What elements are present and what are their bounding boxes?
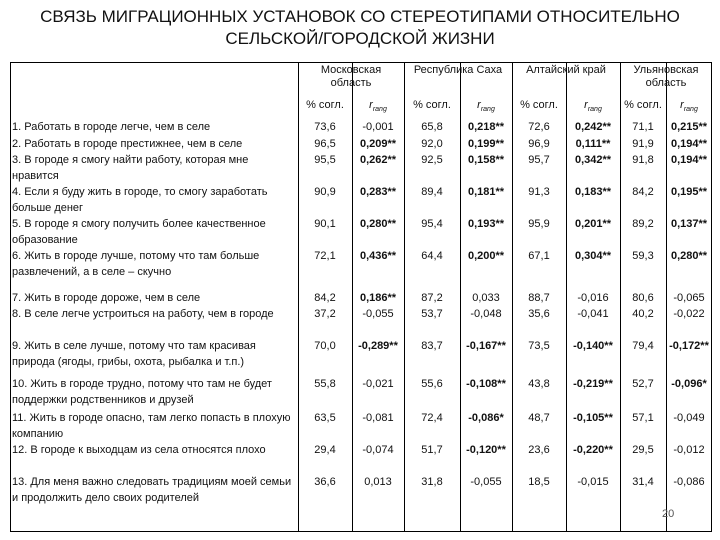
region-header bbox=[404, 64, 512, 90]
correlation-cell: 0,181** bbox=[467, 186, 505, 198]
r-rang-header bbox=[352, 99, 404, 116]
title-line-2: СЕЛЬСКОЙ/ГОРОДСКОЙ ЖИЗНИ bbox=[225, 29, 495, 48]
pct-agree-cell: 95,5 bbox=[314, 154, 336, 166]
correlation-cell: -0,220** bbox=[573, 444, 613, 456]
correlation-cell: -0,120** bbox=[466, 444, 506, 456]
row-label: 1. Работать в городе легче, чем в селе bbox=[12, 121, 211, 133]
pct-agree-cell: 52,7 bbox=[632, 378, 654, 390]
region-name-line-2 bbox=[404, 77, 512, 90]
pct-agree-cell: 96,9 bbox=[528, 138, 550, 150]
correlation-cell: -0,140** bbox=[573, 340, 613, 352]
pct-agree-cell: 88,7 bbox=[528, 292, 550, 304]
correlation-cell: -0,167** bbox=[466, 340, 506, 352]
table-top-border bbox=[10, 62, 712, 63]
row-label: 5. В городе я смогу получить более качественное образование bbox=[12, 218, 266, 246]
correlation-cell: -0,289** bbox=[358, 340, 398, 352]
pct-agree-cell: 43,8 bbox=[528, 378, 550, 390]
rang-subscript: rang bbox=[587, 106, 602, 114]
correlation-cell: 0,200** bbox=[467, 250, 505, 262]
correlation-cell: -0,049 bbox=[673, 412, 705, 424]
correlation-cell: 0,218** bbox=[467, 121, 505, 133]
region-name-line-2: область bbox=[330, 77, 372, 89]
pct-agree-cell: 71,1 bbox=[632, 121, 654, 133]
pct-agree-cell: 67,1 bbox=[528, 250, 550, 262]
row-label: 4. Если я буду жить в городе, то смогу заработать больше денег bbox=[12, 186, 268, 214]
correlation-cell: 0,342** bbox=[574, 154, 612, 166]
pct-agree-cell: 37,2 bbox=[314, 308, 336, 320]
correlation-cell: 0,201** bbox=[574, 218, 612, 230]
title-line-1: СВЯЗЬ МИГРАЦИОННЫХ УСТАНОВОК СО СТЕРЕОТИПАМИ ОТНОСИТЕЛЬНО bbox=[40, 7, 680, 26]
pct-agree-cell: 91,3 bbox=[528, 186, 550, 198]
row-label: 6. Жить в городе лучше, потому что там больше развлечений, а в селе – скучно bbox=[12, 250, 260, 278]
row-label: 3. В городе я смогу найти работу, которая мне нравится bbox=[12, 154, 249, 182]
correlation-cell: 0,195** bbox=[670, 186, 708, 198]
pct-agree-cell: 92,0 bbox=[421, 138, 443, 150]
rang-subscript: rang bbox=[683, 106, 698, 114]
pct-agree-cell: 72,6 bbox=[528, 121, 550, 133]
correlation-cell: 0,304** bbox=[574, 250, 612, 262]
correlation-cell: 0,262** bbox=[359, 154, 397, 166]
correlation-cell: -0,108** bbox=[466, 378, 506, 390]
correlation-cell: -0,016 bbox=[577, 292, 609, 304]
correlation-cell: -0,021 bbox=[362, 378, 394, 390]
pct-agree-cell: 89,4 bbox=[421, 186, 443, 198]
correlation-cell: -0,012 bbox=[673, 444, 705, 456]
row-label: 12. В городе к выходцам из села относятся плохо bbox=[12, 444, 266, 456]
correlation-cell: -0,219** bbox=[573, 378, 613, 390]
pct-agree-cell: 59,3 bbox=[632, 250, 654, 262]
correlation-cell: 0,194** bbox=[670, 154, 708, 166]
pct-agree-cell: 51,7 bbox=[421, 444, 443, 456]
r-rang-header bbox=[566, 99, 620, 116]
correlation-cell: 0,186** bbox=[359, 292, 397, 304]
correlation-cell: -0,015 bbox=[577, 476, 609, 488]
region-name-line-1: Алтайский край bbox=[526, 64, 606, 76]
pct-agree-header: % согл. bbox=[306, 99, 344, 111]
pct-agree-cell: 35,6 bbox=[528, 308, 550, 320]
correlation-cell: -0,022 bbox=[673, 308, 705, 320]
pct-agree-cell: 80,6 bbox=[632, 292, 654, 304]
correlation-cell: -0,081 bbox=[362, 412, 394, 424]
pct-agree-cell: 90,1 bbox=[314, 218, 336, 230]
correlation-cell: 0,013 bbox=[364, 476, 392, 488]
correlation-cell: 0,436** bbox=[359, 250, 397, 262]
pct-agree-cell: 70,0 bbox=[314, 340, 336, 352]
pct-agree-cell: 92,5 bbox=[421, 154, 443, 166]
correlation-cell: 0,193** bbox=[467, 218, 505, 230]
correlation-cell: -0,086 bbox=[673, 476, 705, 488]
pct-agree-header: % согл. bbox=[624, 99, 662, 111]
pct-agree-cell: 72,4 bbox=[421, 412, 443, 424]
correlation-cell: -0,105** bbox=[573, 412, 613, 424]
pct-agree-cell: 18,5 bbox=[528, 476, 550, 488]
pct-agree-cell: 73,5 bbox=[528, 340, 550, 352]
pct-agree-cell: 57,1 bbox=[632, 412, 654, 424]
correlation-cell: -0,001 bbox=[362, 121, 394, 133]
pct-agree-cell: 95,9 bbox=[528, 218, 550, 230]
row-label: 2. Работать в городе престижнее, чем в селе bbox=[12, 138, 243, 150]
pct-agree-cell: 55,6 bbox=[421, 378, 443, 390]
correlation-cell: 0,209** bbox=[359, 138, 397, 150]
row-label: 9. Жить в селе лучше, потому что там красивая природа (ягоды, грибы, охота, рыбалка и т.п.) bbox=[12, 340, 256, 368]
region-name-line-1: Московская bbox=[320, 64, 382, 76]
pct-agree-cell: 40,2 bbox=[632, 308, 654, 320]
correlation-cell: 0,283** bbox=[359, 186, 397, 198]
row-label: 8. В селе легче устроиться на работу, чем в городе bbox=[12, 308, 274, 320]
pct-agree-header: % согл. bbox=[520, 99, 558, 111]
correlation-cell: 0,183** bbox=[574, 186, 612, 198]
region-name-line-2: область bbox=[645, 77, 687, 89]
r-symbol: r bbox=[477, 99, 481, 111]
row-label: 7. Жить в городе дороже, чем в селе bbox=[12, 292, 201, 304]
pct-agree-cell: 83,7 bbox=[421, 340, 443, 352]
pct-agree-cell: 72,1 bbox=[314, 250, 336, 262]
correlation-cell: 0,158** bbox=[467, 154, 505, 166]
r-symbol: r bbox=[369, 99, 373, 111]
pct-agree-cell: 23,6 bbox=[528, 444, 550, 456]
region-header bbox=[620, 64, 712, 90]
correlation-cell: 0,194** bbox=[670, 138, 708, 150]
pct-agree-cell: 89,2 bbox=[632, 218, 654, 230]
correlation-cell: -0,055 bbox=[362, 308, 394, 320]
pct-agree-cell: 87,2 bbox=[421, 292, 443, 304]
pct-agree-cell: 84,2 bbox=[314, 292, 336, 304]
correlation-cell: -0,065 bbox=[673, 292, 705, 304]
region-header bbox=[298, 64, 404, 90]
pct-agree-cell: 29,4 bbox=[314, 444, 336, 456]
pct-agree-cell: 84,2 bbox=[632, 186, 654, 198]
correlation-cell: -0,096* bbox=[671, 378, 707, 390]
pct-agree-cell: 95,4 bbox=[421, 218, 443, 230]
correlation-cell: -0,055 bbox=[470, 476, 502, 488]
pct-agree-cell: 95,7 bbox=[528, 154, 550, 166]
correlation-cell: 0,111** bbox=[575, 138, 611, 150]
pct-agree-header: % согл. bbox=[413, 99, 451, 111]
pct-agree-cell: 29,5 bbox=[632, 444, 654, 456]
pct-agree-cell: 55,8 bbox=[314, 378, 336, 390]
correlation-cell: -0,041 bbox=[577, 308, 609, 320]
correlation-cell: 0,215** bbox=[670, 121, 708, 133]
r-symbol: r bbox=[584, 99, 588, 111]
pct-agree-cell: 91,9 bbox=[632, 138, 654, 150]
correlation-table bbox=[10, 62, 712, 532]
correlation-cell: 0,033 bbox=[472, 292, 500, 304]
table-bottom-border bbox=[10, 531, 712, 532]
rang-subscript: rang bbox=[372, 106, 387, 114]
pct-agree-cell: 73,6 bbox=[314, 121, 336, 133]
pct-agree-cell: 96,5 bbox=[314, 138, 336, 150]
r-symbol: r bbox=[680, 99, 684, 111]
pct-agree-cell: 63,5 bbox=[314, 412, 336, 424]
r-rang-header bbox=[460, 99, 512, 116]
pct-agree-cell: 91,8 bbox=[632, 154, 654, 166]
region-name-line-1: Ульяновская bbox=[633, 64, 699, 76]
pct-agree-cell: 31,4 bbox=[632, 476, 654, 488]
correlation-cell: 0,137** bbox=[670, 218, 708, 230]
row-label: 13. Для меня важно следовать традициям моей семьи и продолжить дело своих родителей bbox=[12, 476, 292, 504]
correlation-cell: 0,280** bbox=[670, 250, 708, 262]
page-number: 20 bbox=[662, 508, 675, 520]
pct-agree-cell: 79,4 bbox=[632, 340, 654, 352]
page-title bbox=[0, 6, 720, 50]
row-label: 11. Жить в городе опасно, там легко попасть в плохую компанию bbox=[12, 412, 291, 440]
region-name-line-1: Республика Саха bbox=[413, 64, 503, 76]
correlation-cell: -0,086* bbox=[468, 412, 504, 424]
pct-agree-cell: 90,9 bbox=[314, 186, 336, 198]
correlation-cell: 0,280** bbox=[359, 218, 397, 230]
row-label: 10. Жить в городе трудно, потому что там не будет поддержки родственников и друзей bbox=[12, 378, 272, 406]
correlation-cell: 0,242** bbox=[574, 121, 612, 133]
column-divider bbox=[10, 62, 11, 532]
correlation-cell: 0,199** bbox=[467, 138, 505, 150]
region-header bbox=[512, 64, 620, 90]
r-rang-header bbox=[666, 99, 712, 116]
region-name-line-2 bbox=[512, 77, 620, 90]
pct-agree-cell: 36,6 bbox=[314, 476, 336, 488]
correlation-cell: -0,048 bbox=[470, 308, 502, 320]
pct-agree-cell: 53,7 bbox=[421, 308, 443, 320]
pct-agree-cell: 48,7 bbox=[528, 412, 550, 424]
correlation-cell: -0,172** bbox=[669, 340, 709, 352]
pct-agree-cell: 65,8 bbox=[421, 121, 443, 133]
pct-agree-cell: 31,8 bbox=[421, 476, 443, 488]
pct-agree-cell: 64,4 bbox=[421, 250, 443, 262]
correlation-cell: -0,074 bbox=[362, 444, 394, 456]
rang-subscript: rang bbox=[480, 106, 495, 114]
